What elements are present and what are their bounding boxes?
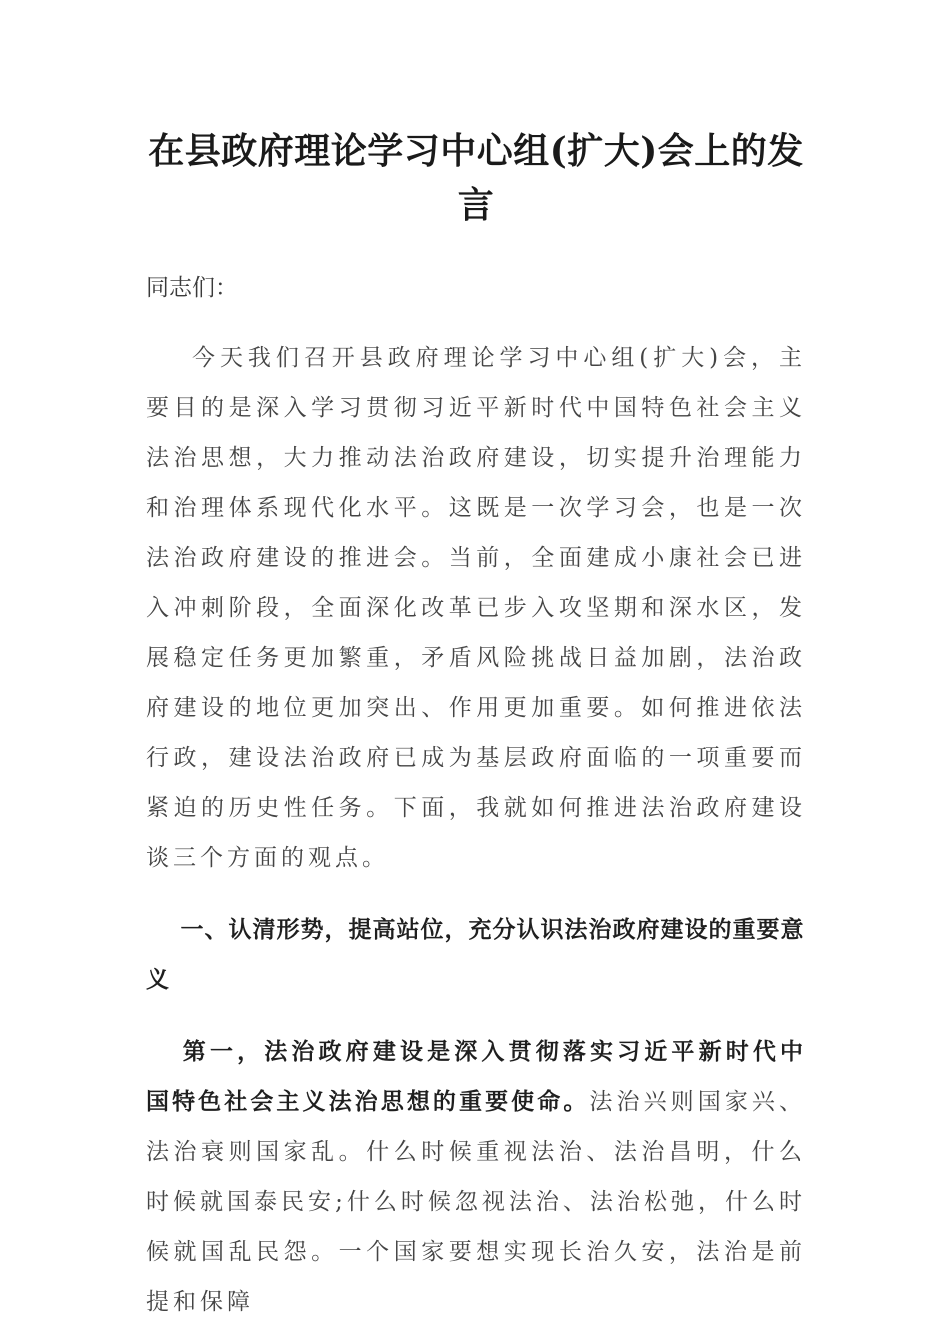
document-body (146, 124, 806, 1327)
salutation: 同志们： (146, 275, 238, 301)
intro-paragraph: 今天我们召开县政府理论学习中心组(扩大)会，主要目的是深入学习贯彻习近平新时代中国特色社会主义法治思想，大力推动法治政府建设，切实提升治理能力和治理体系现代化水平。这既是一次学习会，也是一次法治政府建设的推进会。当前，全面建成小康社会已进入冲刺阶段，全面深化改革已步入攻坚期和深水区，发展稳定任务更加繁重，矛盾风险挑战日益加剧，法治政府建设的地位更加突出、作用更加重要。如何推进依法行政，建设法治政府已成为基层政府面临的一项重要而紧迫的历史性任务。下面，我就如何推进法治政府建设谈三个方面的观点。 (146, 345, 806, 871)
paragraph-lead: 第一，法治政府建设是深入贯彻落实习近平新时代中国特色社会主义法治思想的重要使命。 (146, 1038, 806, 1115)
body-paragraph (146, 1027, 806, 1327)
paragraph-body: 法治兴则国家兴、法治衰则国家乱。什么时候重视法治、法治昌明，什么时候就国泰民安;什么时候忽视法治、法治松弛，什么时候就国乱民怨。一个国家要想实现长治久安，法治是前提和保障 (146, 1089, 807, 1315)
section-heading: 一、认清形势，提高站位，充分认识法治政府建设的重要意义 (146, 917, 805, 993)
document-title: 在县政府理论学习中心组(扩大)会上的发言 (148, 130, 804, 226)
